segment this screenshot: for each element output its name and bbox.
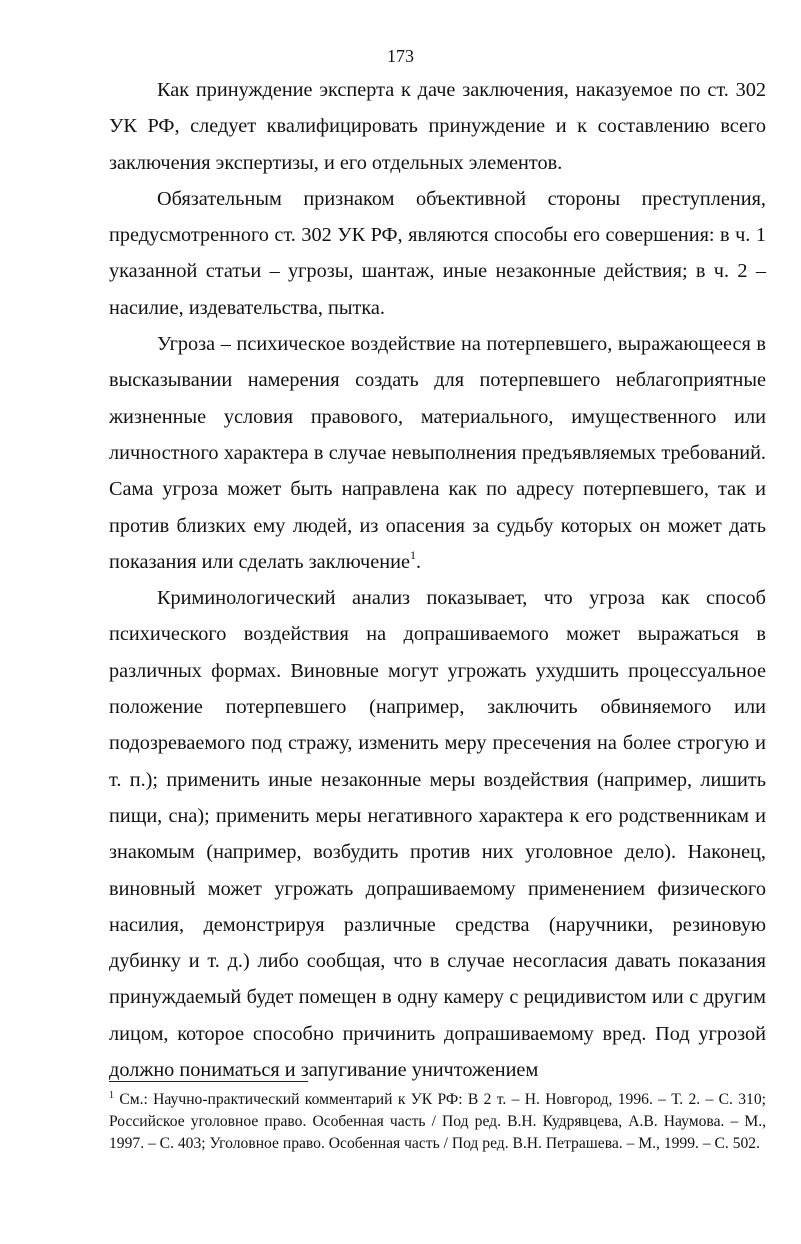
- paragraph-objective-side: Обязательным признаком объективной стороны преступления, предусмотренного ст. 302 УК РФ, являются способы его совершения: в ч. 1 указанной статьи – угрозы, шантаж, иные незаконные действия; в ч. 2 – насилие, издевательства, пытка.: [109, 187, 766, 319]
- footnote-divider: [109, 1081, 308, 1082]
- footnote-marker: 1: [109, 1090, 114, 1101]
- footnote-reference: 1: [409, 547, 416, 562]
- paragraph-threat-end: .: [415, 550, 422, 573]
- paragraph-expert-coercion: Как принуждение эксперта к даче заключения, наказуемое по ст. 302 УК РФ, следует квалифицировать принуждение и к составлению всего заключения экспертизы, и его отдельных элементов.: [109, 79, 766, 174]
- footnote-text: См.: Научно-практический комментарий к УК РФ: В 2 т. – Н. Новгород, 1996. – Т. 2. – С. 310; Российское уголовное право. Особенная часть / Под ред. В.Н. Кудрявцева, А.В. Наумова. – М., 1997. – С. 403; Уголовное право. Особенная часть / Под ред. В.Н. Петрашева. – М., 1999. – С. 502.: [109, 1091, 766, 1152]
- page-number: 173: [387, 46, 414, 66]
- footnote: [109, 1089, 766, 1154]
- paragraph-threat-definition: [109, 326, 766, 580]
- body-text: [109, 72, 766, 1088]
- paragraph-criminological-analysis: Криминологический анализ показывает, что угроза как способ психического воздействия на допрашиваемого может выражаться в различных формах. Виновные могут угрожать ухудшить процессуальное положение потерпевшего (например, заключить обвиняемого или подозреваемого под стражу, изменить меру пресечения на более строгую и т. п.); применить иные незаконные меры воздействия (например, лишить пищи, сна); применить меры негативного характера к его родственникам и знакомым (например, возбудить против них уголовное дело). Наконец, виновный может угрожать допрашиваемому применением физического насилия, демонстрируя различные средства (наручники, резиновую дубинку и т. д.) либо сообщая, что в случае несогласия давать показания принуждаемый будет помещен в одну камеру с рецидивистом или с другим лицом, которое способно причинить допрашиваемому вред. Под угрозой должно пониматься и запугивание уничтожением: [109, 587, 766, 1082]
- paragraph-threat-text: Угроза – психическое воздействие на потерпевшего, выражающееся в высказывании намерения создать для потерпевшего неблагоприятные жизненные условия правового, материального, имущественного или личностного характера в случае невыполнения предъявляемых требований. Сама угроза может быть направлена как по адресу потерпевшего, так и против близких ему людей, из опасения за судьбу которых он может дать показания или сделать заключение: [109, 333, 766, 573]
